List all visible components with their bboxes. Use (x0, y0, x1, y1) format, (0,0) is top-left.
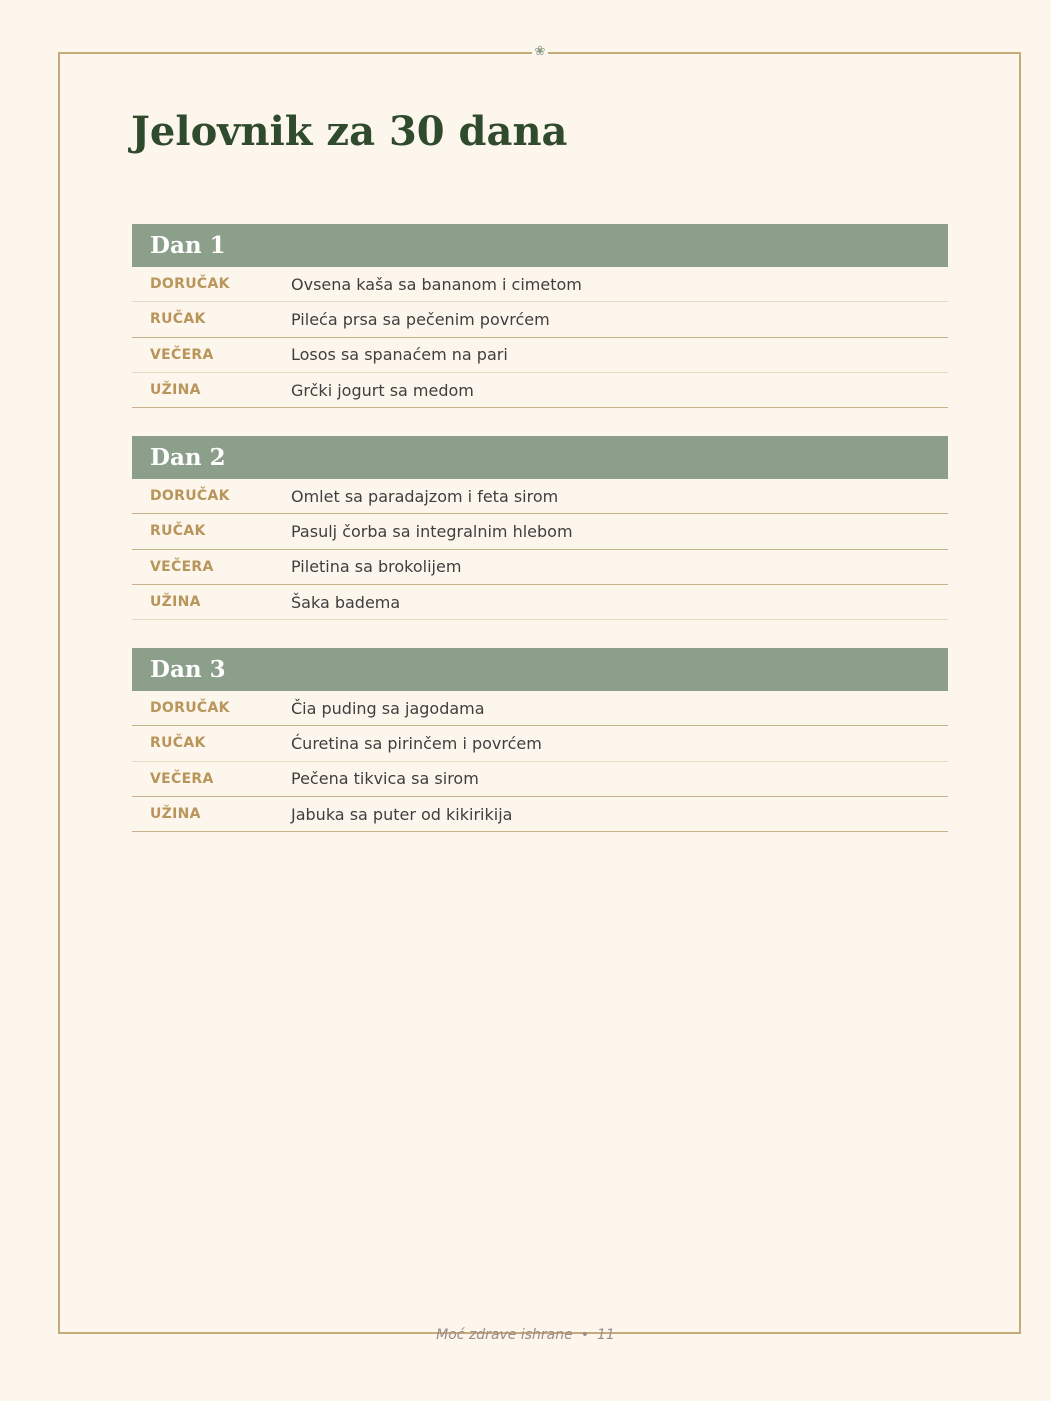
meal-description: Losos sa spanaćem na pari (291, 345, 508, 365)
flower-ornament-icon: ❀ (532, 43, 548, 61)
meal-row (132, 373, 948, 408)
meal-row (132, 726, 948, 761)
meal-description: Pečena tikvica sa sirom (291, 769, 479, 789)
meal-type: RUČAK (150, 311, 206, 328)
day-header: Dan 1 (132, 224, 948, 267)
meal-type: RUČAK (150, 523, 206, 540)
day-section-2 (132, 436, 948, 620)
meal-row (132, 514, 948, 549)
meal-description: Omlet sa paradajzom i feta sirom (291, 486, 559, 506)
meal-row (132, 797, 948, 832)
meal-row (132, 338, 948, 373)
meal-type: DORUČAK (150, 276, 230, 293)
meal-type: VEČERA (150, 346, 214, 363)
footer-separator: • (580, 1327, 590, 1343)
footer-book-title: Moć zdrave ishrane (436, 1327, 573, 1343)
meal-row (132, 479, 948, 514)
meal-type: UŽINA (150, 594, 201, 611)
page-footer (0, 1325, 1051, 1345)
meal-description: Pileća prsa sa pečenim povrćem (291, 309, 550, 329)
page-title: Jelovnik za 30 dana (131, 108, 568, 155)
meal-description: Šaka badema (291, 592, 401, 612)
meal-description: Ovsena kaša sa bananom i cimetom (291, 274, 582, 294)
day-header: Dan 3 (132, 648, 948, 691)
meal-row (132, 550, 948, 585)
meal-row (132, 302, 948, 337)
meal-row (132, 267, 948, 302)
meal-type: VEČERA (150, 770, 214, 787)
meal-type: DORUČAK (150, 700, 230, 717)
meal-row (132, 762, 948, 797)
meal-description: Jabuka sa puter od kikirikija (291, 804, 513, 824)
meal-row (132, 585, 948, 620)
day-header: Dan 2 (132, 436, 948, 479)
meal-description: Grčki jogurt sa medom (291, 380, 474, 400)
meal-type: UŽINA (150, 806, 201, 823)
meal-type: RUČAK (150, 735, 206, 752)
meal-type: VEČERA (150, 558, 214, 575)
page-number: 11 (597, 1327, 615, 1343)
day-section-3 (132, 648, 948, 832)
meal-type: DORUČAK (150, 488, 230, 505)
meal-description: Pasulj čorba sa integralnim hlebom (291, 521, 573, 541)
meal-row (132, 691, 948, 726)
day-section-1 (132, 224, 948, 408)
meal-description: Ćuretina sa pirinčem i povrćem (291, 733, 542, 753)
meal-description: Čia puding sa jagodama (291, 698, 485, 718)
meal-type: UŽINA (150, 382, 201, 399)
meal-description: Piletina sa brokolijem (291, 557, 462, 577)
